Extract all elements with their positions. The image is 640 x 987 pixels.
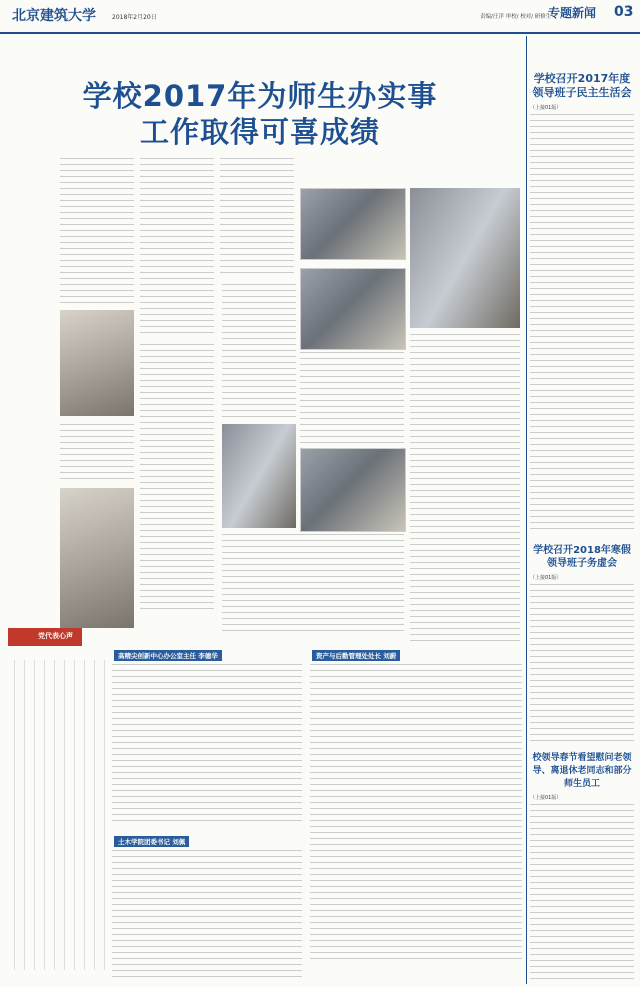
story1-body — [530, 114, 634, 534]
story1-title: 学校召开2017年度领导班子民主生活会 — [532, 72, 632, 99]
body-text-column — [222, 534, 404, 634]
col2-title: 资产与后勤管理处处长 刘蔚 — [312, 650, 400, 661]
cafeteria-photo — [222, 424, 296, 528]
story3-title: 校领导春节看望慰问老领导、离退休老同志和部分师生员工 — [532, 753, 632, 789]
story3-source: （上接01版） — [530, 795, 562, 801]
building-photo — [300, 188, 406, 260]
column-divider — [526, 36, 527, 984]
body-text-column — [60, 158, 134, 303]
main-headline — [60, 78, 460, 150]
body-text-column — [410, 334, 520, 644]
story3-body — [530, 804, 634, 980]
headline-line-1: 学校2017年为师生办实事 — [82, 79, 438, 113]
issue-date: 2018年2月20日 — [112, 14, 157, 21]
body-text-column — [140, 344, 214, 614]
body-text-column — [60, 424, 134, 484]
section-name: 专题新闻 — [548, 6, 597, 20]
col1-title: 高精尖创新中心办公室主任 李德华 — [114, 650, 222, 661]
col3-body — [112, 850, 302, 980]
body-text-column — [220, 158, 294, 278]
body-text-column — [300, 352, 404, 444]
col2-body — [310, 664, 522, 964]
body-text-column — [140, 158, 214, 338]
col3-title: 土木学院团委书记 刘佩 — [114, 836, 189, 847]
editor-credit: 责编/汪洋 审校/ 校对/ 研修生 — [480, 14, 552, 20]
story2-title: 学校召开2018年寒假领导班子务虚会 — [533, 545, 631, 569]
classroom-photo — [300, 448, 406, 532]
lab-photo — [60, 310, 134, 416]
story2-source: （上接01版） — [530, 575, 562, 581]
body-text-column — [222, 284, 296, 420]
water-station-photo — [60, 488, 134, 628]
newspaper-logo: 北京建筑大学 — [12, 8, 96, 24]
story1-source: （上接01版） — [530, 105, 562, 111]
gym-photo — [300, 268, 406, 350]
col1-body — [112, 664, 302, 824]
quote-vertical-text — [14, 660, 106, 970]
story2-body — [530, 584, 634, 744]
page-number: 03 — [614, 4, 634, 20]
headline-line-2: 工作取得可喜成绩 — [139, 115, 380, 149]
interior-photo — [410, 188, 520, 328]
party-label: 党代表心声 — [38, 632, 73, 640]
